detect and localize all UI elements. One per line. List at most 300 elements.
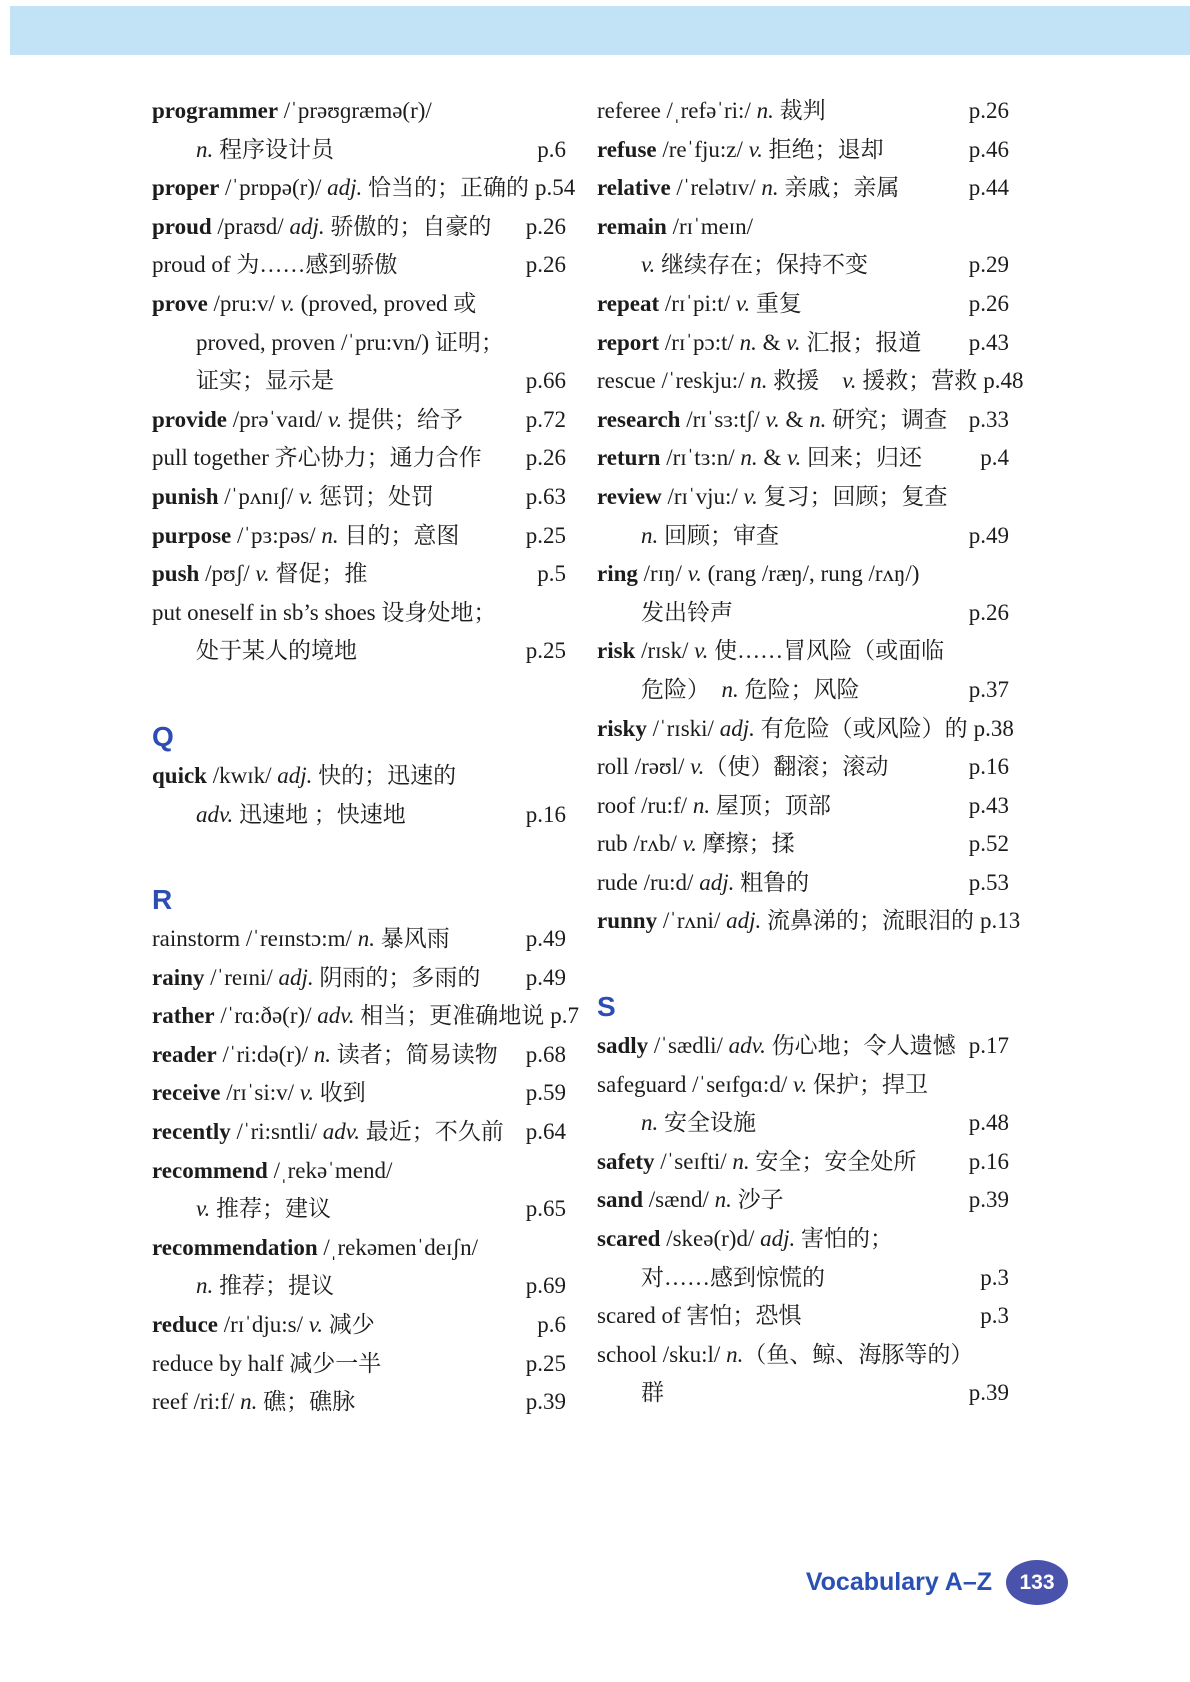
pos-label: n. — [809, 406, 827, 432]
vocab-entry — [152, 555, 566, 594]
entry-line — [152, 169, 576, 208]
entry-line — [597, 439, 1009, 478]
footer — [806, 1560, 1068, 1605]
text-segment: 相当；更准确地说 — [354, 1003, 545, 1029]
page-ref: p.16 — [968, 754, 1009, 780]
text-segment: rescue /ˈreskju:/ — [597, 368, 751, 394]
text-segment: /rɪˈmeɪn/ — [666, 213, 754, 239]
entry-text — [597, 285, 802, 324]
vocab-entry — [152, 1074, 566, 1113]
entry-line — [597, 1181, 1009, 1220]
text-segment: （使）翻滚；滚动 — [704, 754, 889, 780]
entry-text — [597, 1066, 928, 1105]
text-segment: 读者；简易读物 — [331, 1041, 498, 1067]
entry-line — [597, 1297, 1009, 1336]
text-segment: /praʊd/ — [211, 213, 290, 239]
text-segment: /prəˈvaɪd/ — [226, 406, 328, 432]
entry-text — [597, 92, 826, 131]
vocab-entry — [597, 1181, 1009, 1220]
entry-text — [597, 401, 947, 440]
page-ref: p.39 — [968, 1187, 1009, 1213]
entry-line — [597, 748, 1009, 787]
pos-label: n. — [692, 792, 711, 818]
entry-text — [597, 169, 899, 208]
entry-text — [597, 710, 968, 749]
page-ref: p.26 — [525, 252, 566, 278]
entry-line — [152, 796, 566, 835]
entry-line — [152, 131, 566, 170]
headword: reduce — [152, 1312, 219, 1338]
entry-line — [597, 1374, 1009, 1413]
entry-text — [597, 324, 921, 363]
text-segment: /ˈrɪski/ — [646, 715, 720, 741]
pos-label: n. — [740, 445, 758, 471]
entry-text — [597, 131, 884, 170]
entry-text — [597, 1374, 664, 1413]
text-segment: 惩罚；处罚 — [313, 483, 435, 509]
entry-line — [152, 439, 566, 478]
page-ref: p.7 — [550, 1003, 580, 1029]
page-ref: p.43 — [968, 792, 1009, 818]
page-ref: p.53 — [968, 869, 1009, 895]
entry-text — [152, 1306, 375, 1345]
vocab-entry — [597, 324, 1009, 363]
vocab-entry — [152, 1152, 566, 1229]
headword: return — [597, 445, 661, 471]
headword: refuse — [597, 136, 657, 162]
pos-label: v. — [690, 754, 705, 780]
entry-line — [152, 920, 566, 959]
text-segment: 危险） — [641, 676, 722, 702]
text-segment: /ˈpɜ:pəs/ — [231, 522, 322, 548]
entry-line — [152, 92, 566, 131]
text-segment: /ˈri:də(r)/ — [216, 1041, 314, 1067]
text-segment: 暴风雨 — [374, 926, 450, 952]
pos-label: adv. — [317, 1003, 355, 1029]
entry-text — [152, 1229, 478, 1268]
section-letter-Q: Q — [152, 720, 174, 752]
pos-label: n. — [641, 1110, 659, 1136]
headword: research — [597, 406, 681, 432]
entry-line — [152, 632, 566, 671]
text-segment: referee /ˌrefəˈri:/ — [597, 98, 757, 123]
headword: quick — [152, 762, 207, 788]
text-segment: 推荐；建议 — [210, 1196, 332, 1222]
text-segment: /ˌrekəˈmend/ — [267, 1157, 393, 1183]
headword: risk — [597, 638, 636, 664]
text-segment: 处于某人的境地 — [196, 638, 357, 664]
entry-text — [597, 902, 974, 941]
text-segment: 提供；给予 — [342, 406, 463, 432]
entry-text — [152, 959, 480, 998]
entry-line — [152, 1152, 566, 1191]
entry-line — [597, 478, 1009, 517]
entry-text — [597, 246, 868, 285]
entry-line — [597, 1066, 1009, 1105]
headword: rather — [152, 1003, 215, 1029]
text-segment: & — [756, 329, 787, 355]
pos-label: adj. — [760, 1226, 796, 1252]
text-segment: 粗鲁的 — [734, 869, 810, 895]
vocab-entry — [597, 169, 1009, 208]
vocab-entry — [152, 285, 566, 401]
text-segment: 发出铃声 — [641, 599, 733, 625]
entry-text — [597, 208, 753, 247]
entry-text — [152, 517, 459, 556]
entry-line — [597, 632, 1009, 671]
vocab-entry — [597, 478, 1009, 555]
text-segment: 证实；显示是 — [196, 368, 334, 394]
text-segment: 流鼻涕的；流眼泪的 — [761, 908, 974, 934]
text-segment: /ˌrekəmenˈdeɪʃn/ — [317, 1234, 478, 1260]
pos-label: v. — [748, 136, 763, 162]
pos-label: n. — [313, 1041, 332, 1067]
page-ref: p.65 — [525, 1196, 566, 1222]
vocab-entry — [152, 594, 566, 671]
pos-label: v. — [687, 561, 702, 587]
entry-text — [152, 439, 482, 478]
text-segment: 害怕的； — [795, 1226, 893, 1252]
vocab-entry — [152, 959, 566, 998]
text-segment: 安全设施 — [658, 1110, 756, 1136]
entry-text — [597, 1027, 956, 1066]
text-segment: 屋顶；顶部 — [710, 792, 831, 818]
text-segment: rainstorm /ˈreɪnstɔ:m/ — [152, 926, 358, 952]
headword: safety — [597, 1148, 655, 1174]
text-segment: /rɪˈpɔ:t/ — [659, 329, 740, 355]
entry-line — [152, 757, 566, 796]
entry-line — [597, 208, 1009, 247]
headword: prove — [152, 290, 208, 316]
entry-line — [152, 478, 566, 517]
page-ref: p.48 — [983, 368, 1024, 394]
text-segment: & — [779, 406, 810, 432]
page-ref: p.26 — [968, 98, 1009, 123]
vocab-entry — [597, 632, 1009, 709]
text-segment: 督促；推 — [269, 561, 368, 587]
text-segment: 重复 — [750, 290, 802, 316]
text-segment: /reˈfju:z/ — [656, 136, 749, 162]
text-segment: /rɪˈtɜ:n/ — [660, 445, 741, 471]
pos-label: n. — [240, 1389, 258, 1415]
vocab-entry — [597, 1066, 1009, 1143]
page-ref: p.39 — [525, 1389, 566, 1415]
text-segment: /rɪˈdju:s/ — [218, 1312, 309, 1338]
page-ref: p.48 — [968, 1110, 1009, 1136]
page-ref: p.63 — [525, 483, 566, 509]
entry-text — [152, 208, 491, 247]
entry-line — [152, 401, 566, 440]
pos-label: v. — [735, 290, 751, 316]
entry-line — [152, 1383, 566, 1422]
page-ref: p.5 — [537, 561, 566, 587]
page-ref: p.33 — [968, 406, 1009, 432]
text-segment: roof /ru:f/ — [597, 792, 693, 818]
pos-label: v. — [196, 1196, 211, 1222]
text-segment: /rɪsk/ — [635, 638, 695, 664]
vocab-entry — [597, 1143, 1009, 1182]
text-segment: 危险；风险 — [738, 676, 860, 702]
entry-text — [152, 1152, 392, 1191]
page-ref: p.37 — [968, 676, 1009, 702]
text-segment: & — [757, 445, 788, 471]
text-segment: /ˈseɪfti/ — [654, 1148, 733, 1174]
page-ref: p.16 — [525, 801, 566, 827]
page-ref: p.49 — [968, 522, 1009, 548]
entry-line — [152, 1306, 566, 1345]
entry-line — [152, 246, 566, 285]
entry-text — [597, 787, 831, 826]
text-segment: safeguard /ˈseɪfɡɑ:d/ — [597, 1071, 793, 1097]
pos-label: adv. — [728, 1033, 766, 1059]
entry-line — [152, 959, 566, 998]
pos-label: adj. — [278, 964, 314, 990]
text-segment: 拒绝；退却 — [762, 136, 884, 162]
entry-line — [597, 1220, 1009, 1259]
headword: reader — [152, 1041, 217, 1067]
entry-text — [597, 671, 860, 710]
text-segment: 回来；归还 — [801, 445, 923, 471]
vocab-entry — [152, 401, 566, 440]
entry-line — [597, 324, 1009, 363]
entry-text — [152, 757, 456, 796]
text-segment: 救援 — [767, 368, 843, 394]
entry-text — [152, 362, 334, 401]
headword: programmer — [152, 98, 279, 123]
text-segment: reef /ri:f/ — [152, 1389, 241, 1415]
entry-line — [597, 517, 1009, 556]
pos-label: n. — [714, 1187, 732, 1213]
page-ref: p.26 — [525, 213, 566, 239]
headword: review — [597, 483, 662, 509]
pos-label: adj. — [726, 908, 762, 934]
entry-line — [597, 1336, 1009, 1375]
entry-text — [597, 439, 922, 478]
page-ref: p.26 — [968, 599, 1009, 625]
text-segment: 裁判 — [773, 98, 826, 123]
text-segment: 保护；捍卫 — [807, 1071, 928, 1097]
pos-label: n. — [761, 175, 779, 201]
entry-text — [152, 555, 367, 594]
headword: report — [597, 329, 660, 355]
text-segment: 收到 — [314, 1080, 366, 1106]
entry-text — [152, 632, 357, 671]
headword: relative — [597, 175, 671, 201]
vocab-entry — [152, 439, 566, 478]
entry-line — [597, 825, 1009, 864]
text-segment: pull together 齐心协力；通力合作 — [152, 445, 482, 471]
entry-line — [152, 1190, 566, 1229]
pos-label: v. — [842, 368, 857, 394]
vocab-entry — [152, 517, 566, 556]
headword: remain — [597, 213, 667, 239]
entry-line — [597, 1143, 1009, 1182]
entry-line — [597, 864, 1009, 903]
pos-label: n. — [726, 1341, 744, 1367]
text-segment: 援救；营救 — [856, 368, 978, 394]
text-segment: /rɪˈsɜ:tʃ/ — [680, 406, 766, 432]
text-segment: 安全；安全处所 — [749, 1148, 917, 1174]
pos-label: n. — [721, 676, 739, 702]
headword: provide — [152, 406, 227, 432]
entry-text — [597, 594, 733, 633]
text-segment: 目的；意图 — [338, 522, 460, 548]
pos-label: n. — [732, 1148, 750, 1174]
entry-line — [152, 997, 580, 1036]
entry-line — [597, 169, 1009, 208]
pos-label: v. — [280, 290, 295, 316]
entry-line — [597, 671, 1009, 710]
entry-text — [597, 1220, 893, 1259]
pos-label: v. — [308, 1312, 324, 1338]
text-segment: (rang /ræŋ/, rung /rʌŋ/) — [701, 561, 920, 587]
vocab-entry — [597, 92, 1009, 131]
page-ref: p.69 — [525, 1273, 566, 1299]
text-segment: 复习；回顾；复查 — [757, 483, 948, 509]
page-ref: p.39 — [968, 1380, 1009, 1406]
text-segment: proved, proven /ˈpru:vn/) 证明； — [196, 329, 504, 355]
text-segment: 摩擦；揉 — [696, 831, 795, 857]
vocab-entry — [152, 1383, 566, 1422]
pos-label: v. — [792, 1071, 808, 1097]
pos-label: n. — [321, 522, 339, 548]
vocab-entry — [152, 478, 566, 517]
text-segment: /ˈprɒpə(r)/ — [219, 175, 328, 201]
entry-line — [152, 1345, 566, 1384]
text-segment: /ˈprəʊɡræmə(r)/ — [278, 98, 432, 123]
vocab-entry — [597, 1336, 1009, 1413]
entry-text — [152, 478, 434, 517]
vocab-entry — [152, 1306, 566, 1345]
vocab-entry — [597, 902, 1021, 941]
vocab-entry — [152, 1113, 566, 1152]
headword: receive — [152, 1080, 221, 1106]
entry-line — [597, 710, 1014, 749]
pos-label: adv. — [322, 1119, 361, 1145]
vocab-entry — [597, 710, 1014, 749]
page-ref: p.46 — [968, 136, 1009, 162]
entry-text — [152, 324, 504, 363]
pos-label: adj. — [699, 869, 735, 895]
pos-label: v. — [743, 483, 758, 509]
text-segment: /ˈsædli/ — [648, 1033, 729, 1059]
text-segment: /pʊʃ/ — [199, 561, 256, 587]
vocab-entry — [152, 997, 580, 1036]
headword: recommend — [152, 1157, 268, 1183]
text-segment: 骄傲的；自豪的 — [324, 213, 492, 239]
top-banner — [10, 6, 1190, 55]
entry-line — [597, 92, 1009, 131]
entry-text — [152, 246, 397, 285]
page-ref: p.6 — [537, 136, 566, 162]
entry-line — [152, 555, 566, 594]
headword: recently — [152, 1119, 231, 1145]
entry-text — [152, 92, 432, 131]
text-segment: (proved, proved 或 — [294, 290, 477, 316]
page-ref: p.43 — [968, 329, 1009, 355]
text-segment: /ˈri:sntli/ — [230, 1119, 323, 1145]
headword: punish — [152, 483, 219, 509]
text-segment: /rɪˈpi:t/ — [659, 290, 736, 316]
page-ref: p.52 — [968, 831, 1009, 857]
text-segment: /skeə(r)d/ — [660, 1226, 761, 1252]
entry-text — [597, 1104, 756, 1143]
entry-text — [597, 748, 888, 787]
headword: rainy — [152, 964, 205, 990]
vocab-entry — [597, 1297, 1009, 1336]
text-segment: 伤心地；令人遗憾 — [765, 1033, 956, 1059]
entry-text — [597, 825, 795, 864]
vocab-entry — [597, 787, 1009, 826]
text-segment: /kwɪk/ — [206, 762, 278, 788]
section-letter-S: S — [597, 991, 616, 1023]
headword: purpose — [152, 522, 232, 548]
vocab-entry — [597, 208, 1009, 285]
pos-label: v. — [641, 252, 656, 278]
text-segment: 沙子 — [731, 1187, 784, 1213]
text-segment: /ˈrɑ:ðə(r)/ — [214, 1003, 318, 1029]
pos-label: v. — [765, 406, 780, 432]
page-ref: p.3 — [980, 1303, 1009, 1329]
vocab-entry — [597, 439, 1009, 478]
page-ref: p.25 — [525, 638, 566, 664]
entry-text — [152, 1113, 504, 1152]
headword: scared — [597, 1226, 661, 1252]
page-ref: p.44 — [968, 175, 1009, 201]
page-ref: p.17 — [968, 1033, 1009, 1059]
headword: risky — [597, 715, 647, 741]
entry-text — [597, 362, 977, 401]
entry-text — [152, 594, 496, 633]
entry-line — [152, 362, 566, 401]
text-segment: school /sku:l/ — [597, 1341, 727, 1367]
page-ref: p.13 — [979, 908, 1021, 934]
page-ref: p.4 — [980, 445, 1009, 471]
headword: proper — [152, 175, 220, 201]
text-segment: 最近；不久前 — [360, 1119, 504, 1145]
headword: sadly — [597, 1033, 649, 1059]
headword: recommendation — [152, 1234, 318, 1260]
text-segment: 研究；调查 — [826, 406, 948, 432]
entry-text — [152, 1190, 331, 1229]
vocab-entry — [597, 401, 1009, 440]
headword: push — [152, 561, 200, 587]
entry-line — [597, 362, 1024, 401]
page-ref: p.72 — [525, 406, 566, 432]
entry-text — [152, 1267, 334, 1306]
vocab-entry — [152, 208, 566, 247]
pos-label: v. — [327, 406, 343, 432]
entry-text — [152, 1036, 498, 1075]
vocab-entry — [597, 825, 1009, 864]
text-segment: 快的；迅速的 — [312, 762, 457, 788]
entry-text — [152, 285, 476, 324]
entry-text — [597, 632, 944, 671]
entry-line — [152, 1113, 566, 1152]
page-ref: p.26 — [525, 445, 566, 471]
headword: sand — [597, 1187, 644, 1213]
text-segment: proud of 为……感到骄傲 — [152, 252, 398, 278]
headword: ring — [597, 561, 638, 587]
page-ref: p.25 — [525, 522, 566, 548]
text-segment: 对……感到惊慌的 — [641, 1264, 825, 1290]
entry-line — [152, 324, 566, 363]
section-letter-R: R — [152, 884, 173, 916]
entry-text — [597, 1143, 916, 1182]
entry-text — [152, 1074, 366, 1113]
entry-line — [597, 401, 1009, 440]
text-segment: （鱼、鲸、海豚等的） — [743, 1341, 974, 1367]
